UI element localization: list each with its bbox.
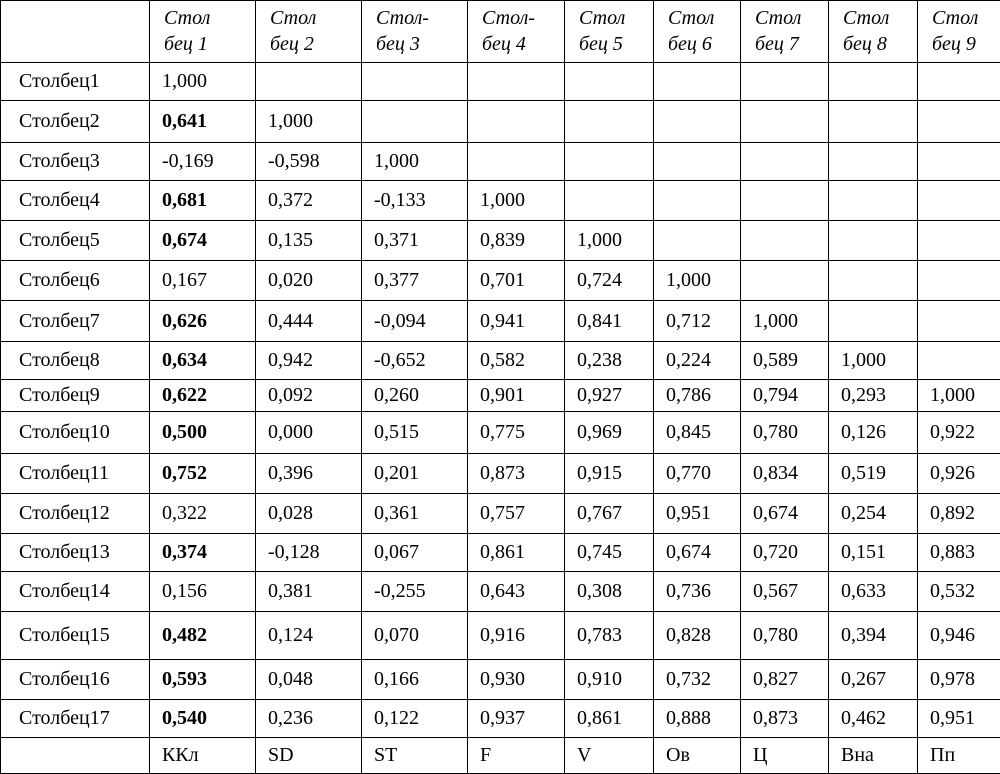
correlation-value-cell: 0,681 — [150, 181, 256, 221]
correlation-value-cell: 0,124 — [256, 612, 362, 660]
correlation-value-cell: 0,927 — [565, 380, 654, 412]
row-label: Столбец17 — [1, 700, 150, 738]
column-header-line: Стол — [755, 5, 820, 31]
row-label: Столбец4 — [1, 181, 150, 221]
column-header — [829, 1, 918, 63]
correlation-value-cell: -0,255 — [362, 572, 468, 612]
correlation-value-cell: 0,582 — [468, 342, 565, 380]
correlation-value-cell: 0,532 — [918, 572, 1000, 612]
column-header — [256, 1, 362, 63]
table-row — [1, 660, 1000, 700]
correlation-value-cell: 0,381 — [256, 572, 362, 612]
correlation-value-cell: 0,167 — [150, 261, 256, 301]
correlation-value-cell — [565, 101, 654, 143]
column-header-line: Стол — [270, 5, 353, 31]
table-row — [1, 301, 1000, 342]
correlation-value-cell: -0,598 — [256, 143, 362, 181]
correlation-value-cell — [829, 143, 918, 181]
correlation-value-cell: 0,861 — [565, 700, 654, 738]
correlation-value-cell: 0,626 — [150, 301, 256, 342]
row-label: Столбец14 — [1, 572, 150, 612]
correlation-value-cell: -0,094 — [362, 301, 468, 342]
correlation-value-cell: 1,000 — [256, 101, 362, 143]
correlation-value-cell: 0,916 — [468, 612, 565, 660]
correlation-value-cell: 0,757 — [468, 494, 565, 534]
correlation-value-cell — [362, 63, 468, 101]
column-header-line: бец 5 — [579, 31, 645, 57]
column-header — [918, 1, 1000, 63]
correlation-value-cell — [829, 181, 918, 221]
correlation-value-cell: 0,892 — [918, 494, 1000, 534]
column-header-line: бец 2 — [270, 31, 353, 57]
correlation-value-cell: 0,841 — [565, 301, 654, 342]
correlation-value-cell — [829, 301, 918, 342]
correlation-value-cell: 0,126 — [829, 412, 918, 454]
column-header-line: Стол — [579, 5, 645, 31]
row-label: Столбец9 — [1, 380, 150, 412]
column-header — [741, 1, 829, 63]
table-row — [1, 342, 1000, 380]
correlation-value-cell: 0,674 — [741, 494, 829, 534]
correlation-value-cell: 0,593 — [150, 660, 256, 700]
footer-corner-cell — [1, 738, 150, 774]
table-row — [1, 380, 1000, 412]
correlation-value-cell: 0,794 — [741, 380, 829, 412]
correlation-value-cell: 0,322 — [150, 494, 256, 534]
correlation-value-cell — [565, 143, 654, 181]
correlation-value-cell — [468, 63, 565, 101]
table-row — [1, 494, 1000, 534]
correlation-value-cell: 0,377 — [362, 261, 468, 301]
correlation-value-cell: 0,371 — [362, 221, 468, 261]
correlation-value-cell: 0,942 — [256, 342, 362, 380]
footer-label: SD — [256, 738, 362, 774]
footer-label: Вна — [829, 738, 918, 774]
correlation-value-cell: 1,000 — [918, 380, 1000, 412]
correlation-value-cell: 1,000 — [654, 261, 741, 301]
column-header — [362, 1, 468, 63]
correlation-value-cell: 0,622 — [150, 380, 256, 412]
table-row — [1, 572, 1000, 612]
correlation-value-cell — [362, 101, 468, 143]
footer-label: Пп — [918, 738, 1000, 774]
correlation-value-cell: 0,500 — [150, 412, 256, 454]
table-row — [1, 534, 1000, 572]
correlation-value-cell: 0,780 — [741, 412, 829, 454]
row-label: Столбец6 — [1, 261, 150, 301]
table-header — [1, 1, 1000, 63]
correlation-value-cell — [654, 143, 741, 181]
correlation-value-cell — [918, 63, 1000, 101]
correlation-value-cell: 0,267 — [829, 660, 918, 700]
table-row — [1, 63, 1000, 101]
correlation-value-cell: 0,901 — [468, 380, 565, 412]
footer-row — [1, 738, 1000, 774]
correlation-value-cell: 0,236 — [256, 700, 362, 738]
correlation-value-cell: 0,861 — [468, 534, 565, 572]
correlation-value-cell: 0,151 — [829, 534, 918, 572]
correlation-value-cell: 0,828 — [654, 612, 741, 660]
table-row — [1, 101, 1000, 143]
footer-label: ККл — [150, 738, 256, 774]
correlation-value-cell — [918, 181, 1000, 221]
correlation-value-cell: 0,724 — [565, 261, 654, 301]
correlation-value-cell: 0,444 — [256, 301, 362, 342]
table-body — [1, 63, 1000, 738]
correlation-value-cell: -0,133 — [362, 181, 468, 221]
correlation-value-cell — [256, 63, 362, 101]
correlation-value-cell: 0,092 — [256, 380, 362, 412]
row-label: Столбец1 — [1, 63, 150, 101]
correlation-value-cell — [918, 221, 1000, 261]
correlation-value-cell — [741, 261, 829, 301]
correlation-value-cell: 1,000 — [741, 301, 829, 342]
table-footer — [1, 738, 1000, 774]
correlation-value-cell — [654, 63, 741, 101]
correlation-value-cell: 0,122 — [362, 700, 468, 738]
correlation-value-cell: 0,000 — [256, 412, 362, 454]
correlation-value-cell: 0,643 — [468, 572, 565, 612]
row-label: Столбец8 — [1, 342, 150, 380]
correlation-value-cell: 0,482 — [150, 612, 256, 660]
column-header-line: Стол — [932, 5, 992, 31]
correlation-value-cell: 0,372 — [256, 181, 362, 221]
row-label: Столбец3 — [1, 143, 150, 181]
correlation-value-cell: 0,701 — [468, 261, 565, 301]
column-header-line: Стол- — [482, 5, 556, 31]
correlation-value-cell — [918, 143, 1000, 181]
column-header — [468, 1, 565, 63]
correlation-value-cell: 0,767 — [565, 494, 654, 534]
correlation-value-cell: 0,827 — [741, 660, 829, 700]
correlation-value-cell — [918, 301, 1000, 342]
correlation-value-cell: -0,128 — [256, 534, 362, 572]
correlation-value-cell: 0,260 — [362, 380, 468, 412]
correlation-value-cell: 0,834 — [741, 454, 829, 494]
footer-label: ST — [362, 738, 468, 774]
row-label: Столбец15 — [1, 612, 150, 660]
column-header-line: Стол- — [376, 5, 459, 31]
correlation-value-cell: 0,633 — [829, 572, 918, 612]
column-header-line: Стол — [164, 5, 247, 31]
correlation-value-cell: 0,067 — [362, 534, 468, 572]
correlation-value-cell: -0,652 — [362, 342, 468, 380]
correlation-value-cell: 0,589 — [741, 342, 829, 380]
correlation-value-cell — [654, 101, 741, 143]
correlation-value-cell: 0,540 — [150, 700, 256, 738]
footer-label: F — [468, 738, 565, 774]
table-row — [1, 221, 1000, 261]
correlation-value-cell — [918, 342, 1000, 380]
correlation-value-cell: 0,567 — [741, 572, 829, 612]
correlation-value-cell — [918, 101, 1000, 143]
correlation-value-cell: 0,845 — [654, 412, 741, 454]
row-label: Столбец12 — [1, 494, 150, 534]
correlation-value-cell: 0,873 — [741, 700, 829, 738]
correlation-value-cell — [565, 63, 654, 101]
correlation-value-cell: 0,915 — [565, 454, 654, 494]
correlation-value-cell: 0,941 — [468, 301, 565, 342]
column-header-line: бец 8 — [843, 31, 909, 57]
correlation-value-cell: 0,786 — [654, 380, 741, 412]
correlation-value-cell — [829, 63, 918, 101]
correlation-value-cell: 1,000 — [468, 181, 565, 221]
correlation-value-cell: 0,641 — [150, 101, 256, 143]
table-row — [1, 412, 1000, 454]
table-row — [1, 261, 1000, 301]
correlation-value-cell: 0,156 — [150, 572, 256, 612]
correlation-value-cell: 0,224 — [654, 342, 741, 380]
correlation-value-cell: 0,374 — [150, 534, 256, 572]
row-label: Столбец7 — [1, 301, 150, 342]
correlation-value-cell: 0,951 — [918, 700, 1000, 738]
correlation-value-cell: 0,028 — [256, 494, 362, 534]
correlation-value-cell: 0,515 — [362, 412, 468, 454]
correlation-value-cell: -0,169 — [150, 143, 256, 181]
correlation-value-cell: 0,969 — [565, 412, 654, 454]
correlation-value-cell: 0,839 — [468, 221, 565, 261]
correlation-value-cell: 0,732 — [654, 660, 741, 700]
column-header — [654, 1, 741, 63]
correlation-value-cell: 0,674 — [150, 221, 256, 261]
table-row — [1, 612, 1000, 660]
correlation-value-cell: 0,293 — [829, 380, 918, 412]
column-header-line: бец 6 — [668, 31, 732, 57]
correlation-value-cell: 0,926 — [918, 454, 1000, 494]
correlation-value-cell: 0,020 — [256, 261, 362, 301]
correlation-value-cell: 0,910 — [565, 660, 654, 700]
correlation-value-cell: 0,201 — [362, 454, 468, 494]
correlation-value-cell: 0,361 — [362, 494, 468, 534]
table-row — [1, 700, 1000, 738]
column-header — [150, 1, 256, 63]
correlation-value-cell — [741, 221, 829, 261]
column-header-line: бец 7 — [755, 31, 820, 57]
correlation-value-cell: 1,000 — [829, 342, 918, 380]
correlation-value-cell — [468, 101, 565, 143]
table-row — [1, 143, 1000, 181]
correlation-value-cell — [654, 181, 741, 221]
footer-label: Ов — [654, 738, 741, 774]
correlation-value-cell: 0,070 — [362, 612, 468, 660]
correlation-value-cell: 0,308 — [565, 572, 654, 612]
correlation-value-cell: 0,783 — [565, 612, 654, 660]
correlation-value-cell — [741, 181, 829, 221]
correlation-value-cell: 1,000 — [362, 143, 468, 181]
correlation-value-cell: 0,780 — [741, 612, 829, 660]
column-header-line: бец 1 — [164, 31, 247, 57]
correlation-value-cell: 0,634 — [150, 342, 256, 380]
correlation-value-cell: 0,922 — [918, 412, 1000, 454]
row-label: Столбец11 — [1, 454, 150, 494]
row-label: Столбец2 — [1, 101, 150, 143]
correlation-value-cell: 0,135 — [256, 221, 362, 261]
table-row — [1, 454, 1000, 494]
correlation-value-cell: 0,775 — [468, 412, 565, 454]
correlation-value-cell: 0,712 — [654, 301, 741, 342]
correlation-value-cell — [918, 261, 1000, 301]
column-header-line: Стол — [843, 5, 909, 31]
correlation-value-cell: 0,745 — [565, 534, 654, 572]
correlation-value-cell: 0,883 — [918, 534, 1000, 572]
correlation-value-cell: 1,000 — [150, 63, 256, 101]
correlation-value-cell: 0,048 — [256, 660, 362, 700]
row-label: Столбец13 — [1, 534, 150, 572]
correlation-value-cell — [741, 101, 829, 143]
correlation-value-cell: 0,394 — [829, 612, 918, 660]
header-row — [1, 1, 1000, 63]
correlation-value-cell: 1,000 — [565, 221, 654, 261]
correlation-value-cell — [829, 221, 918, 261]
column-header-line: бец 3 — [376, 31, 459, 57]
row-label: Столбец10 — [1, 412, 150, 454]
correlation-value-cell: 0,930 — [468, 660, 565, 700]
correlation-value-cell — [654, 221, 741, 261]
correlation-value-cell — [829, 261, 918, 301]
correlation-value-cell — [565, 181, 654, 221]
column-header — [565, 1, 654, 63]
correlation-value-cell: 0,873 — [468, 454, 565, 494]
table-row — [1, 181, 1000, 221]
column-header-line: бец 9 — [932, 31, 992, 57]
row-label: Столбец16 — [1, 660, 150, 700]
correlation-value-cell: 0,978 — [918, 660, 1000, 700]
correlation-value-cell — [741, 63, 829, 101]
correlation-value-cell — [741, 143, 829, 181]
correlation-value-cell — [468, 143, 565, 181]
correlation-value-cell: 0,519 — [829, 454, 918, 494]
correlation-value-cell: 0,736 — [654, 572, 741, 612]
correlation-value-cell: 0,462 — [829, 700, 918, 738]
header-corner-cell — [1, 1, 150, 63]
correlation-value-cell: 0,937 — [468, 700, 565, 738]
row-label: Столбец5 — [1, 221, 150, 261]
correlation-value-cell: 0,166 — [362, 660, 468, 700]
correlation-value-cell: 0,254 — [829, 494, 918, 534]
correlation-value-cell: 0,951 — [654, 494, 741, 534]
correlation-value-cell: 0,752 — [150, 454, 256, 494]
correlation-value-cell: 0,770 — [654, 454, 741, 494]
column-header-line: Стол — [668, 5, 732, 31]
correlation-value-cell: 0,888 — [654, 700, 741, 738]
column-header-line: бец 4 — [482, 31, 556, 57]
footer-label: V — [565, 738, 654, 774]
correlation-value-cell: 0,238 — [565, 342, 654, 380]
correlation-value-cell: 0,674 — [654, 534, 741, 572]
correlation-value-cell — [829, 101, 918, 143]
correlation-value-cell: 0,396 — [256, 454, 362, 494]
correlation-value-cell: 0,720 — [741, 534, 829, 572]
correlation-value-cell: 0,946 — [918, 612, 1000, 660]
footer-label: Ц — [741, 738, 829, 774]
